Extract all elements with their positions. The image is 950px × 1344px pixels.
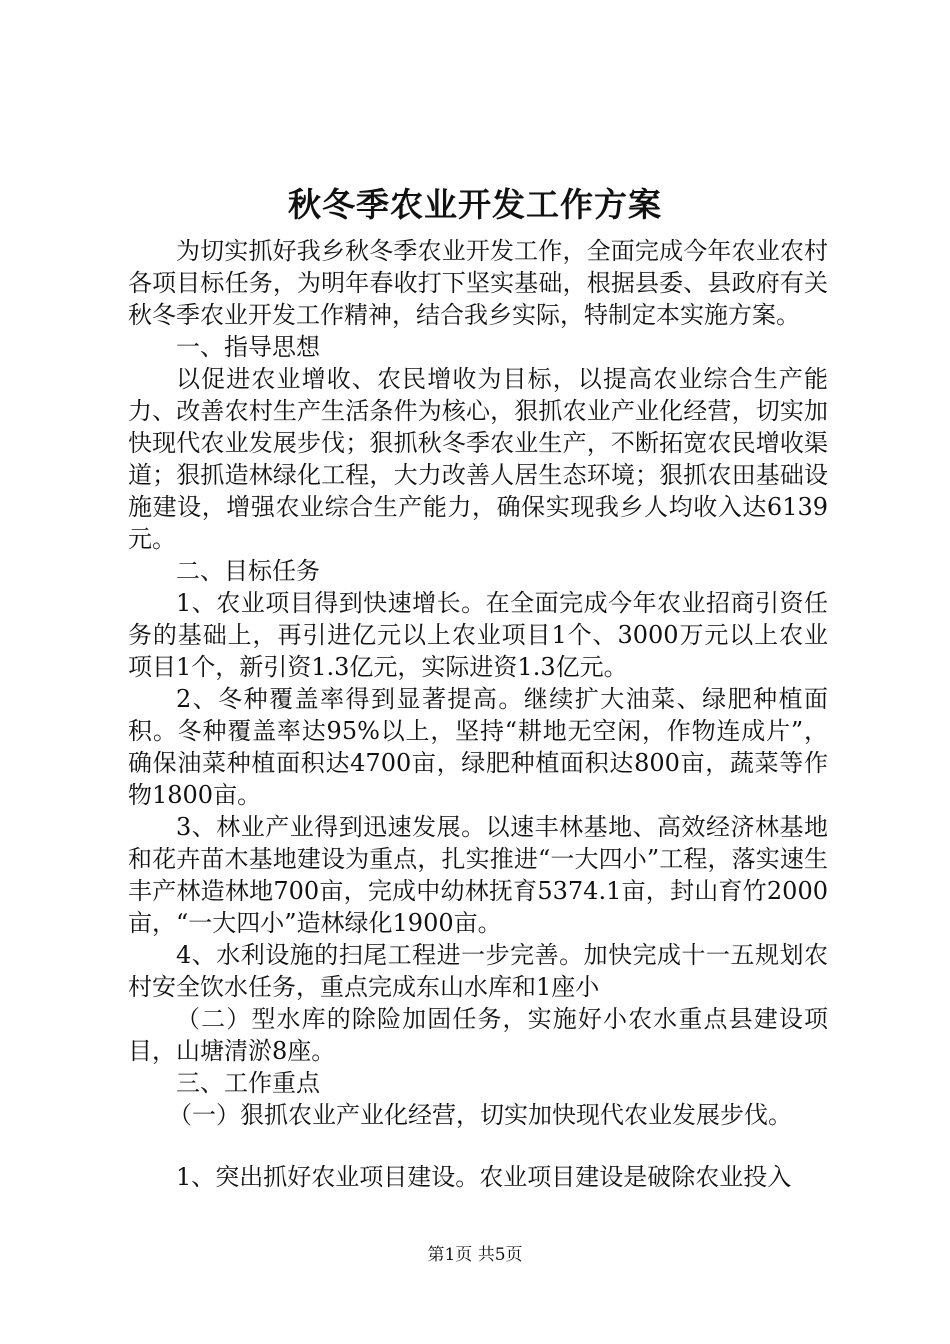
- key-work-subheading: （一）狠抓农业产业化经营，切实加快现代农业发展步伐。: [168, 1101, 792, 1129]
- target-item-3: 3、林业产业得到迅速发展。以速丰林基地、高效经济林基地和花卉苗木基地建设为重点，扎实推进“一大四小”工程，落实速生丰产林造林地700亩，完成中幼林抚育5374.1亩，封山育竹2000亩，“一大四小”造林绿化1900亩。: [128, 813, 828, 937]
- target-item-2: 2、冬种覆盖率得到显著提高。继续扩大油菜、绿肥种植面积。冬种覆盖率达95%以上，坚持“耕地无空闲，作物连成片”，确保油菜种植面积达4700亩，绿肥种植面积达800亩，蔬菜等作物1800亩。: [128, 685, 828, 809]
- section-heading-key-work: 三、工作重点: [176, 1069, 320, 1097]
- document-title: 秋冬季农业开发工作方案: [288, 185, 662, 224]
- target-item-4-continued: （二）型水库的除险加固任务，实施好小农水重点县建设项目，山塘清淤8座。: [128, 1005, 828, 1065]
- guiding-ideology-paragraph: 以促进农业增收、农民增收为目标，以提高农业综合生产能力、改善农村生产生活条件为核心，狠抓农业产业化经营，切实加快现代农业发展步伐；狠抓秋冬季农业生产，不断拓宽农民增收渠道；狠抓造林绿化工程，大力改善人居生态环境；狠抓农田基础设施建设，增强农业综合生产能力，确保实现我乡人均收入达6139元。: [128, 365, 828, 553]
- paragraph-spacer: [128, 1131, 828, 1161]
- target-item-1: 1、农业项目得到快速增长。在全面完成今年农业招商引资任务的基础上，再引进亿元以上农业项目1个、3000万元以上农业项目1个，新引资1.3亿元，实际进资1.3亿元。: [128, 589, 828, 681]
- target-item-4: 4、水利设施的扫尾工程进一步完善。加快完成十一五规划农村安全饮水任务，重点完成东山水库和1座小: [128, 941, 828, 1001]
- document-body: [128, 235, 828, 1193]
- section-heading-guiding-ideology: 一、指导思想: [176, 333, 320, 361]
- page-number-footer: 第1页 共5页: [427, 1245, 523, 1265]
- key-work-item-1: 1、突出抓好农业项目建设。农业项目建设是破除农业投入: [176, 1163, 792, 1191]
- intro-paragraph: 为切实抓好我乡秋冬季农业开发工作，全面完成今年农业农村各项目标任务，为明年春收打下坚实基础，根据县委、县政府有关秋冬季农业开发工作精神，结合我乡实际，特制定本实施方案。: [128, 237, 828, 329]
- section-heading-targets: 二、目标任务: [176, 557, 320, 585]
